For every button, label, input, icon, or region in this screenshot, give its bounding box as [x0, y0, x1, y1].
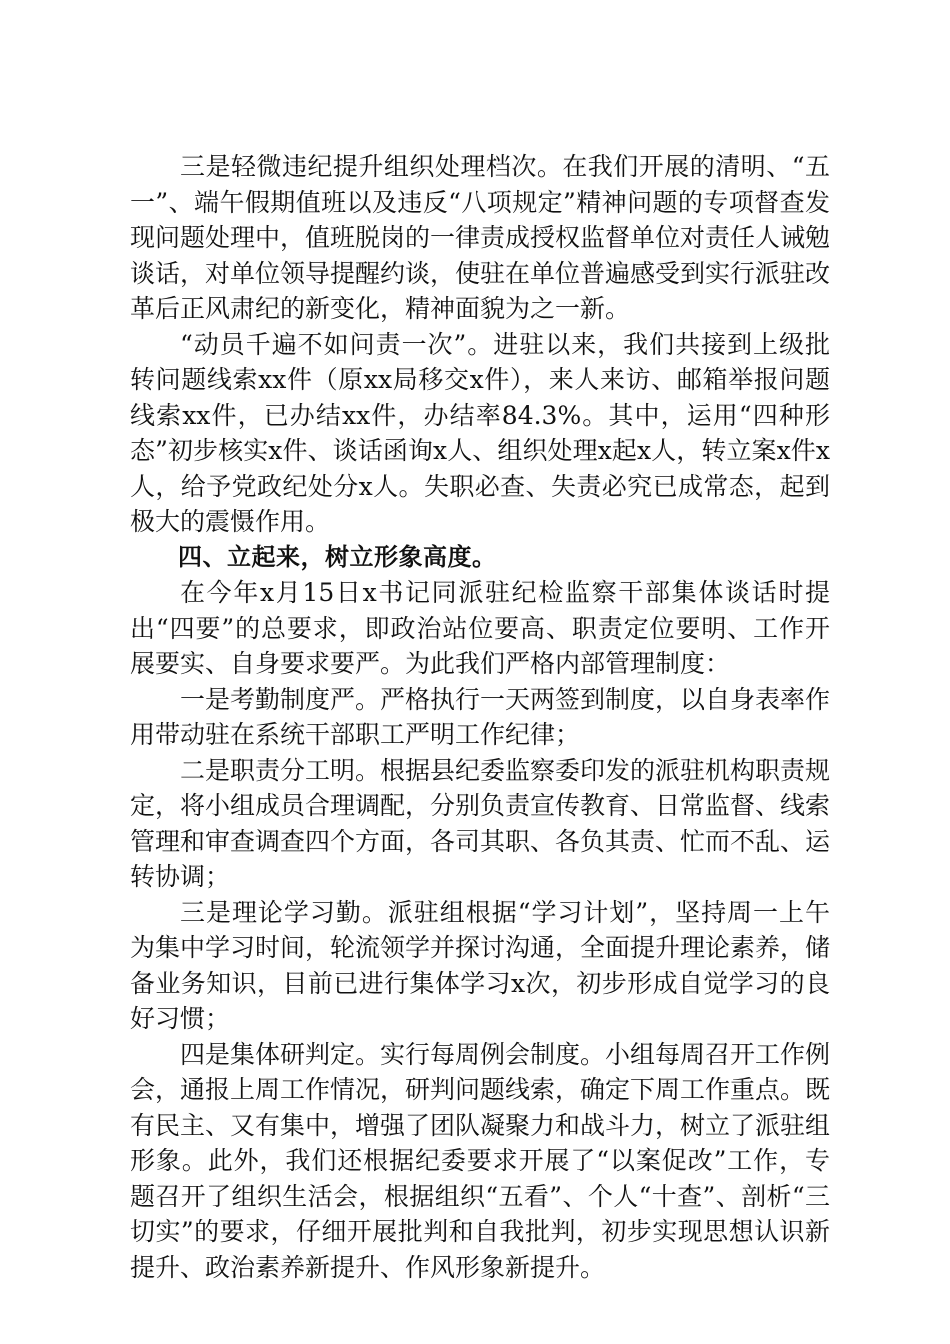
- paragraph-collective-review: 四是集体研判定。实行每周例会制度。小组每周召开工作例会，通报上周工作情况，研判问题线索，确定下周工作重点。既有民主、又有集中，增强了团队凝聚力和战斗力，树立了派驻组形象。此外，我们还根据纪委要求开展了“以案促改”工作，专题召开了组织生活会，根据组织“五看”、个人“十查”、剖析“三切实”的要求，仔细开展批判和自我批判，初步实现思想认识新提升、政治素养新提升、作风形象新提升。: [130, 1039, 831, 1282]
- paragraph-attendance: 一是考勤制度严。严格执行一天两签到制度，以自身表率作用带动驻在系统干部职工严明工作纪律；: [130, 684, 831, 749]
- paragraph-accountability: “动员千遍不如问责一次”。进驻以来，我们共接到上级批转问题线索xx件（原xx局移交x件），来人来访、邮箱举报问题线索xx件，已办结xx件，办结率84.3%。其中，运用“四种形态”初步核实x件、谈话函询x人、组织处理x起x人，转立案x件x人，给予党政纪处分x人。失职必查、失责必究已成常态，起到极大的震慑作用。: [130, 329, 830, 536]
- document-body: [130, 149, 830, 1285]
- paragraph-study: 三是理论学习勤。派驻组根据“学习计划”，坚持周一上午为集中学习时间，轮流领学并探讨沟通，全面提升理论素养，储备业务知识，目前已进行集体学习x次，初步形成自觉学习的良好习惯；: [130, 897, 831, 1033]
- section-heading-4: 四、立起来，树立形象高度。: [178, 542, 497, 571]
- paragraph-four-requirements: 在今年x月15日x书记同派驻纪检监察干部集体谈话时提出“四要”的总要求，即政治站位要高、职责定位要明、工作开展要实、自身要求要严。为此我们严格内部管理制度：: [130, 578, 830, 678]
- paragraph-responsibilities: 二是职责分工明。根据县纪委监察委印发的派驻机构职责规定，将小组成员合理调配，分别负责宣传教育、日常监督、线索管理和审查调查四个方面，各司其职、各负其责、忙而不乱、运转协调；: [130, 755, 831, 891]
- paragraph-minor-violation: 三是轻微违纪提升组织处理档次。在我们开展的清明、“五一”、端午假期值班以及违反“八项规定”精神问题的专项督查发现问题处理中，值班脱岗的一律责成授权监督单位对责任人诫勉谈话，对单位领导提醒约谈，使驻在单位普遍感受到实行派驻改革后正风肃纪的新变化，精神面貌为之一新。: [130, 152, 831, 323]
